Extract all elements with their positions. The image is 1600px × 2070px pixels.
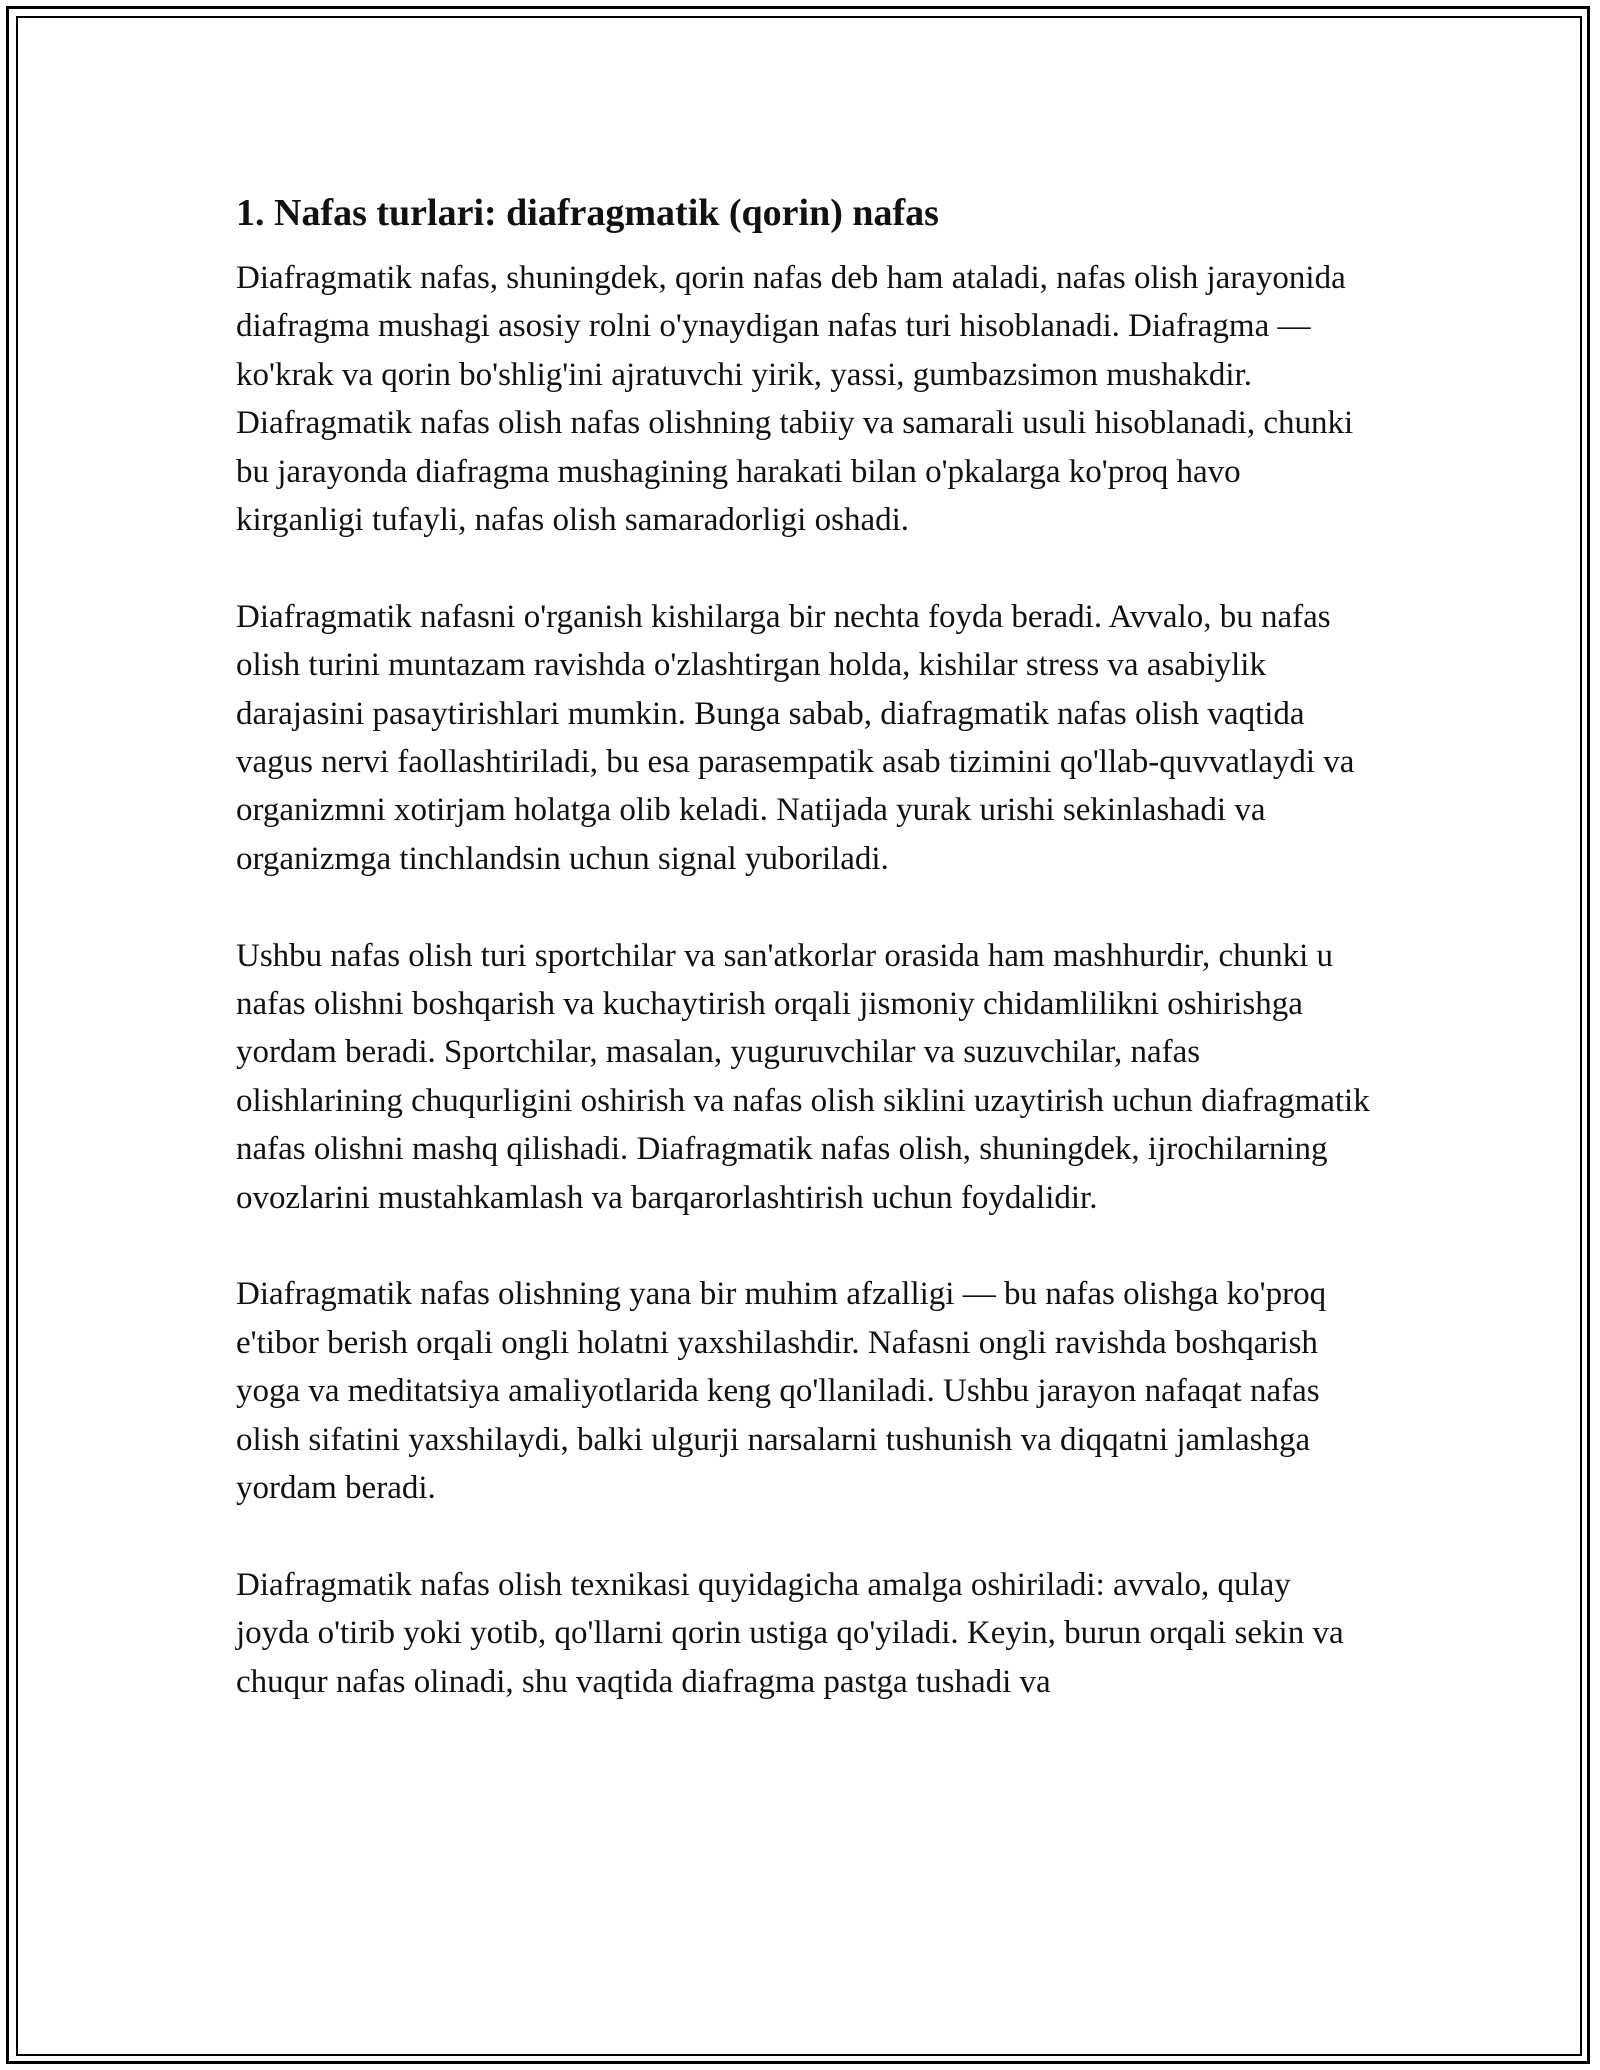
paragraph-5: Diafragmatik nafas olish texnikasi quyidagicha amalga oshiriladi: avvalo, qulay joyda o'tirib yoki yotib, qo'llarni qorin ustiga qo'yiladi. Keyin, burun orqali sekin va chuqur nafas olinadi, shu vaqtida diafragma pastga tushadi va bbox=[236, 1566, 1344, 1700]
document-body bbox=[236, 186, 1372, 1755]
paragraph-3: Ushbu nafas olish turi sportchilar va san'atkorlar orasida ham mashhurdir, chunki u nafas olishni boshqarish va kuchaytirish orqali jismoniy chidamlilikni oshirishga yordam beradi. Sportchilar, masalan, yuguruvchilar va suzuvchilar, nafas olishlarining chuqurligini oshirish va nafas olish siklini uzaytirish uchun diafragmatik nafas olishni mashq qilishadi. Diafragmatik nafas olish, shuningdek, ijrochilarning ovozlarini mustahkamlash va barqarorlashtirish uchun foydalidir. bbox=[236, 937, 1370, 1216]
paragraph-2: Diafragmatik nafasni o'rganish kishilarga bir nechta foyda beradi. Avvalo, bu nafas olish turini muntazam ravishda o'zlashtirgan holda, kishilar stress va asabiylik darajasini pasaytirishlari mumkin. Bunga sabab, diafragmatik nafas olish vaqtida vagus nervi faollashtiriladi, bu esa parasempatik asab tizimini qo'llab-quvvatlaydi va organizmni xotirjam holatga olib keladi. Natijada yurak urishi sekinlashadi va organizmga tinchlandsin uchun signal yuboriladi. bbox=[236, 598, 1355, 877]
paragraph-4: Diafragmatik nafas olishning yana bir muhim afzalligi — bu nafas olishga ko'proq e'tibor berish orqali ongli holatni yaxshilashdir. Nafasni ongli ravishda boshqarish yoga va meditatsiya amaliyotlarida keng qo'llaniladi. Ushbu jarayon nafaqat nafas olish sifatini yaxshilaydi, balki ulgurji narsalarni tushunish va diqqatni jamlashga yordam beradi. bbox=[236, 1276, 1327, 1507]
paragraph-1: Diafragmatik nafas, shuningdek, qorin nafas deb ham ataladi, nafas olish jarayonida diafragma mushagi asosiy rolni o'ynaydigan nafas turi hisoblanadi. Diafragma — ko'krak va qorin bo'shlig'ini ajratuvchi yirik, yassi, gumbazsimon mushakdir. Diafragmatik nafas olish nafas olishning tabiiy va samarali usuli hisoblanadi, chunki bu jarayonda diafragma mushagining harakati bilan o'pkalarga ko'proq havo kirganligi tufayli, nafas olish samaradorligi oshadi. bbox=[236, 260, 1354, 539]
section-heading: 1. Nafas turlari: diafragmatik (qorin) nafas bbox=[236, 192, 939, 234]
